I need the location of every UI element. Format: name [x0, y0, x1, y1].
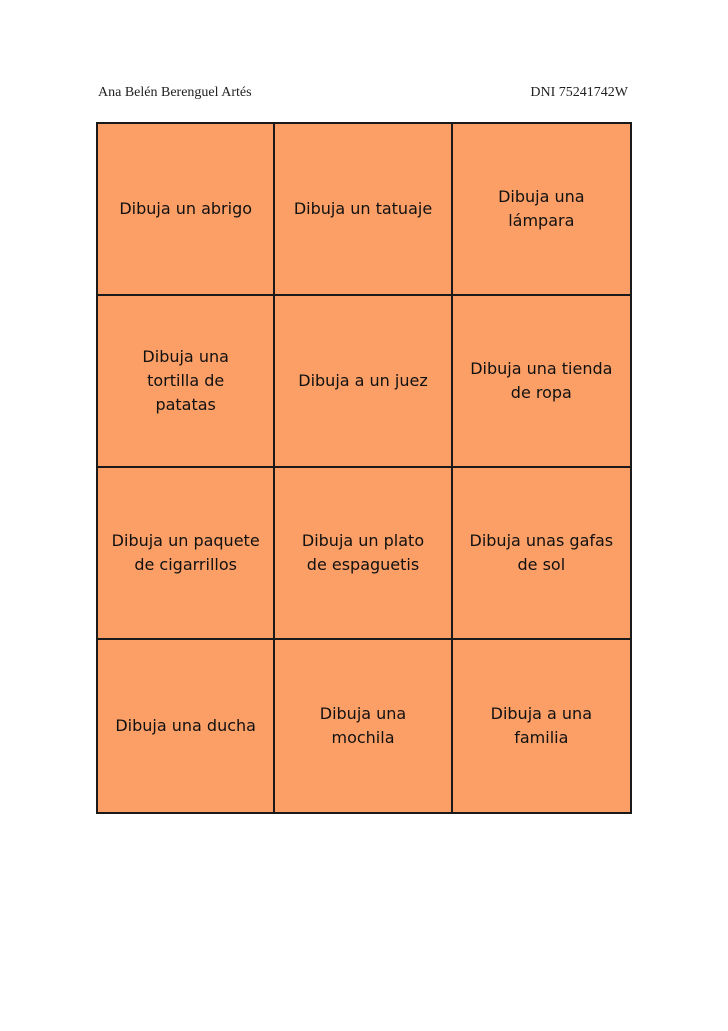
card-cell [453, 124, 630, 296]
card-text: Dibuja a una familia [490, 704, 592, 747]
card-text: Dibuja una mochila [319, 704, 407, 747]
card-text: Dibuja una lámpara [498, 187, 585, 230]
card-text: Dibuja una tienda de ropa [470, 359, 613, 402]
card-cell [453, 296, 630, 468]
author-name: Ana Belén Berenguel Artés [98, 85, 252, 100]
page-header [98, 85, 628, 105]
card-text: Dibuja una tortilla de patatas [142, 347, 229, 414]
card-cell [98, 296, 275, 468]
card-text: Dibuja un plato de espaguetis [301, 531, 425, 574]
card-cell [275, 296, 452, 468]
card-cell [275, 468, 452, 640]
card-text: Dibuja un abrigo [119, 199, 253, 218]
card-text: Dibuja un tatuaje [293, 199, 433, 218]
card-cell [98, 640, 275, 812]
card-text: Dibuja una ducha [115, 716, 256, 735]
card-text: Dibuja un paquete de cigarrillos [111, 531, 260, 574]
card-cell [98, 468, 275, 640]
card-cell [275, 124, 452, 296]
card-text: Dibuja unas gafas de sol [469, 531, 614, 574]
card-cell [453, 640, 630, 812]
card-cell [275, 640, 452, 812]
card-cell [453, 468, 630, 640]
card-cell [98, 124, 275, 296]
card-grid [96, 122, 632, 814]
dni-number: DNI 75241742W [530, 85, 628, 100]
card-text: Dibuja a un juez [298, 371, 428, 390]
